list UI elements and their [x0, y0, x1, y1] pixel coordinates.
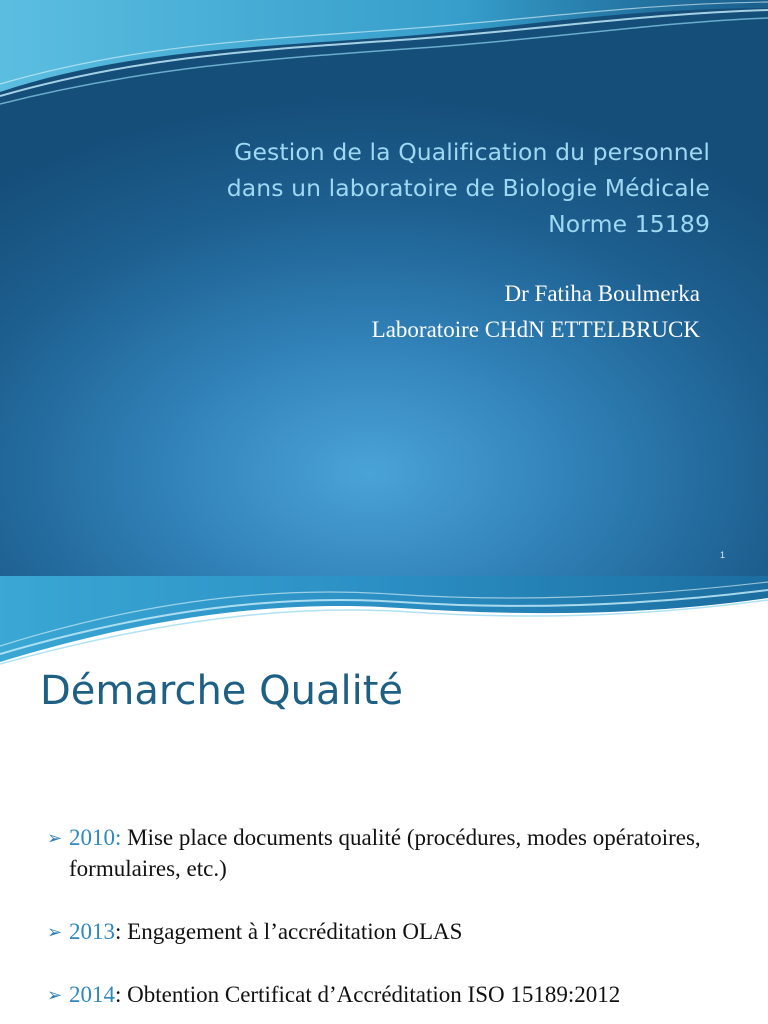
bullet-year: 2014 — [69, 982, 115, 1007]
title-line: dans un laboratoire de Biologie Médicale — [226, 174, 710, 202]
list-item — [47, 822, 737, 884]
arrow-bullet-icon: ➢ — [47, 922, 63, 943]
author-name: Dr Fatiha Boulmerka — [504, 281, 700, 306]
arrow-bullet-icon: ➢ — [47, 828, 63, 849]
bullet-year: 2013 — [69, 919, 115, 944]
presentation-title — [70, 134, 710, 242]
bullet-list — [47, 822, 737, 1024]
bullet-year: 2010: — [69, 825, 122, 850]
title-line: Norme 15189 — [548, 210, 710, 238]
arrow-bullet-icon: ➢ — [47, 985, 63, 1006]
page-number: 1 — [720, 550, 726, 560]
presentation-subtitle — [140, 276, 700, 348]
slide-heading: Démarche Qualité — [40, 668, 403, 714]
list-item — [47, 916, 737, 947]
wave-decoration-top — [0, 0, 768, 110]
content-slide — [0, 576, 768, 1024]
list-item — [47, 979, 737, 1010]
bullet-text: Mise place documents qualité (procédures, modes opératoires, formulaires, etc.) — [69, 825, 701, 881]
bullet-text: : Engagement à l’accréditation OLAS — [115, 919, 463, 944]
bullet-text: : Obtention Certificat d’Accréditation ISO 15189:2012 — [115, 982, 621, 1007]
wave-decoration-bottom — [0, 576, 768, 666]
title-line: Gestion de la Qualification du personnel — [234, 138, 710, 166]
author-affiliation: Laboratoire CHdN ETTELBRUCK — [371, 317, 700, 342]
